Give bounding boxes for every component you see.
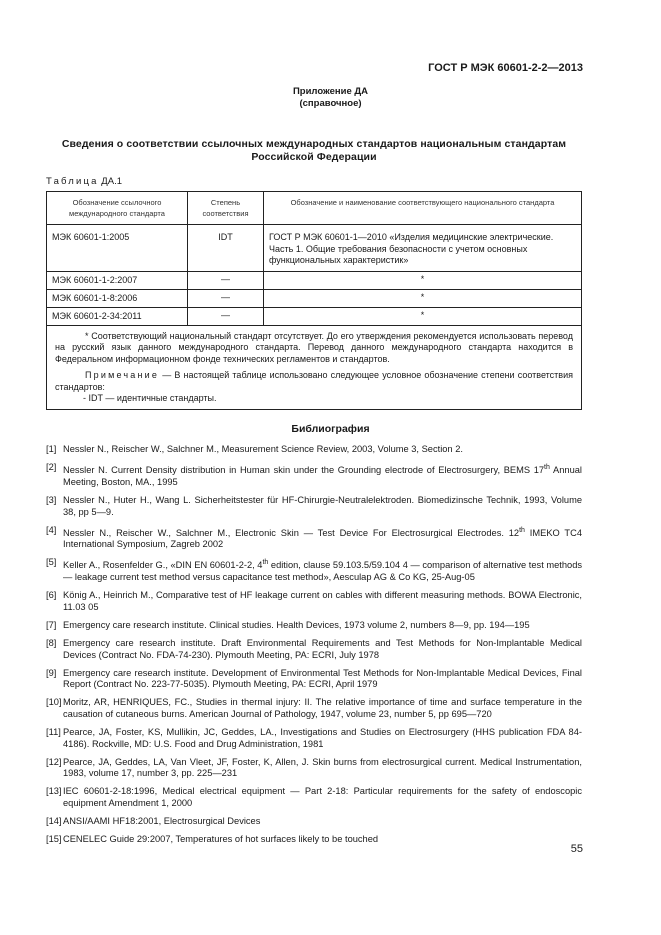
cell-degree: — <box>188 271 264 289</box>
bibliography-item-number: [7] <box>46 619 57 630</box>
table-caption-word: Таблица <box>46 176 99 187</box>
table-notes <box>47 325 582 409</box>
bibliography-item <box>46 697 582 720</box>
bibliography-item-number: [15] <box>46 834 62 845</box>
bibliography-item-number: [3] <box>46 494 57 505</box>
table-row <box>47 307 582 325</box>
correspondence-table <box>46 191 582 410</box>
appendix-title: Приложение ДА <box>292 86 369 97</box>
table-caption-id: ДА.1 <box>101 176 122 187</box>
bibliography-item <box>46 495 582 518</box>
header-degree: Степень соответствия <box>188 192 264 225</box>
bibliography-item-text: Emergency care research institute. Development of Environmental Test Methods for Non-Implantable Medical Devices, Final Report (Contract No. 223-77-5035). Plymouth Meeting, PA: ECRI, April 1979 <box>63 667 582 690</box>
bibliography-item-number: [8] <box>46 637 57 648</box>
note-word: Примечание <box>85 370 160 380</box>
bibliography-item-number: [4] <box>46 524 57 535</box>
cell-intl: МЭК 60601-1-8:2006 <box>47 289 188 307</box>
bibliography-item-text: Moritz, AR, HENRIQUES, FC., Studies in thermal injury: II. The relative importance of time and surface temperature in the causation of cutaneous burns. American Journal of Pathology, 1947, volume 23, number 5, pp 695—720 <box>63 697 582 719</box>
bibliography-list <box>46 444 582 852</box>
bibliography-item-text: CENELEC Guide 29:2007, Temperatures of hot surfaces likely to be touched <box>63 834 379 845</box>
bibliography-item <box>46 727 582 750</box>
bibliography-title: Библиография <box>291 423 370 435</box>
table-row <box>47 225 582 272</box>
cell-national: ГОСТ Р МЭК 60601-1—2010 «Изделия медицинские электрические. Часть 1. Общие требования безопасности с учетом основных функциональных характеристик» <box>264 225 582 272</box>
bibliography-item-text: Nessler N., Reischer W., Salchner M., Measurement Science Review, 2003, Volume 3, Section 2. <box>63 444 463 454</box>
bibliography-item-number: [1] <box>46 444 57 454</box>
page-number: 55 <box>570 843 583 855</box>
bibliography-item-text: Pearce, JA, Geddes, LA, Van Vleet, JF, Foster, K, Allen, J. Skin burns from electrosurgical current. Medical Instrumentation, 1983, volume 17, number 3, pp. 225—231 <box>63 756 582 779</box>
table-row <box>47 289 582 307</box>
section-title: Сведения о соответствии ссылочных международных стандартов национальным стандартам Российской Федерации <box>61 138 567 163</box>
bibliography-item-number: [12] <box>46 756 62 767</box>
bibliography-item-text: IEC 60601-2-18:1996, Medical electrical equipment — Part 2-18: Particular requirements for the safety of endoscopic equipment Amendment 1, 2000 <box>63 786 582 809</box>
bibliography-item <box>46 620 582 632</box>
note-text: — В настоящей таблице использовано следующее условное обозначение степени соответствия стандартов: <box>55 370 573 392</box>
bibliography-item-text: Nessler N., Reischer W., Salchner M., Electronic Skin — Test Device For Electrosurgical Electrodes. 12th IMEKO TC4 International Symposium, Zagreb 2002 <box>63 526 582 550</box>
bibliography-item <box>46 638 582 661</box>
table-row <box>47 271 582 289</box>
bibliography-item <box>46 757 582 780</box>
bibliography-item <box>46 525 582 552</box>
header-intl-standard: Обозначение ссылочного международного стандарта <box>47 192 188 225</box>
bibliography-item <box>46 834 582 846</box>
cell-national: * <box>264 307 582 325</box>
bibliography-item-text: Nessler N. Current Density distribution in Human skin under the Grounding electrode of Electrosurgery, BEMS 17th Annual Meeting, Boston, MA., 1995 <box>63 464 582 487</box>
table-footnote: * Соответствующий национальный стандарт отсутствует. До его утверждения рекомендуется использовать перевод на русский язык данного международного стандарта. Перевод данного международного стандарта находится в Федеральном информационном фонде технических регламентов и стандартов. <box>55 330 573 364</box>
cell-national: * <box>264 271 582 289</box>
header-national-standard: Обозначение и наименование соответствующего национального стандарта <box>264 192 582 225</box>
bibliography-item-number: [5] <box>46 557 57 568</box>
bibliography-item <box>46 816 582 828</box>
cell-degree: — <box>188 307 264 325</box>
bibliography-item-number: [6] <box>46 590 57 601</box>
note-item: - IDT — идентичные стандарты. <box>83 393 217 403</box>
cell-national: * <box>264 289 582 307</box>
table-note <box>55 370 573 393</box>
bibliography-item <box>46 668 582 691</box>
bibliography-item <box>46 444 582 456</box>
standard-header: ГОСТ Р МЭК 60601-2-2—2013 <box>428 62 583 74</box>
bibliography-item-text: Keller A., Rosenfelder G., «DIN EN 60601-2-2, 4th edition, clause 59.103.5/59.104 4 — comparison of alternative test methods — leakage current test method versus capacitance test method», Aesculap AG & Co KG, 25-Aug-05 <box>63 559 583 583</box>
bibliography-item-number: [10] <box>46 697 62 708</box>
bibliography-item-number: [11] <box>46 726 61 737</box>
bibliography-item <box>46 462 582 489</box>
table-caption <box>46 176 122 187</box>
bibliography-item-number: [9] <box>46 667 57 678</box>
bibliography-item-text: Nessler N., Huter H., Wang L. Sicherheitstester für HF-Chirurgie-Neutralelektroden. Biomedizinsche Technik, 1993, Volume 38, pp 5—9. <box>63 494 582 517</box>
bibliography-item <box>46 786 582 809</box>
bibliography-item-text: ANSI/AAMI HF18:2001, Electrosurgical Devices <box>63 816 261 827</box>
cell-intl: МЭК 60601-1:2005 <box>47 225 188 272</box>
table-note-row <box>47 325 582 409</box>
bibliography-item-number: [14] <box>46 816 62 827</box>
bibliography-item-text: König A., Heinrich M., Comparative test of HF leakage current on cables with different measuring methods. BOWA Electronic, 11.03 05 <box>63 590 582 612</box>
cell-intl: МЭК 60601-1-2:2007 <box>47 271 188 289</box>
appendix-subtitle: (справочное) <box>299 98 362 109</box>
bibliography-item-number: [2] <box>46 462 57 472</box>
cell-degree: — <box>188 289 264 307</box>
bibliography-item <box>46 557 582 584</box>
bibliography-item-text: Pearce, JA, Foster, KS, Mullikin, JC, Geddes, LA., Investigations and Studies on Electrosurgery (HHS publication FDA 84-4186). Rockville, MD: U.S. Food and Drug Administration, 1981 <box>63 726 582 749</box>
bibliography-item-number: [13] <box>46 786 62 797</box>
bibliography-item <box>46 590 582 613</box>
bibliography-item-text: Emergency care research institute. Clinical studies. Health Devices, 1973 volume 2, numbers 8—9, pp. 194—195 <box>63 619 530 630</box>
cell-intl: МЭК 60601-2-34:2011 <box>47 307 188 325</box>
appendix-heading <box>0 86 661 110</box>
table-header-row <box>47 192 582 225</box>
bibliography-item-text: Emergency care research institute. Draft Environmental Requirements and Test Methods for Non-Implantable Medical Devices (Contract No. FDA-74-230). Plymouth Meeting, PA: ECRI, July 1978 <box>63 637 582 660</box>
cell-degree: IDT <box>188 225 264 272</box>
